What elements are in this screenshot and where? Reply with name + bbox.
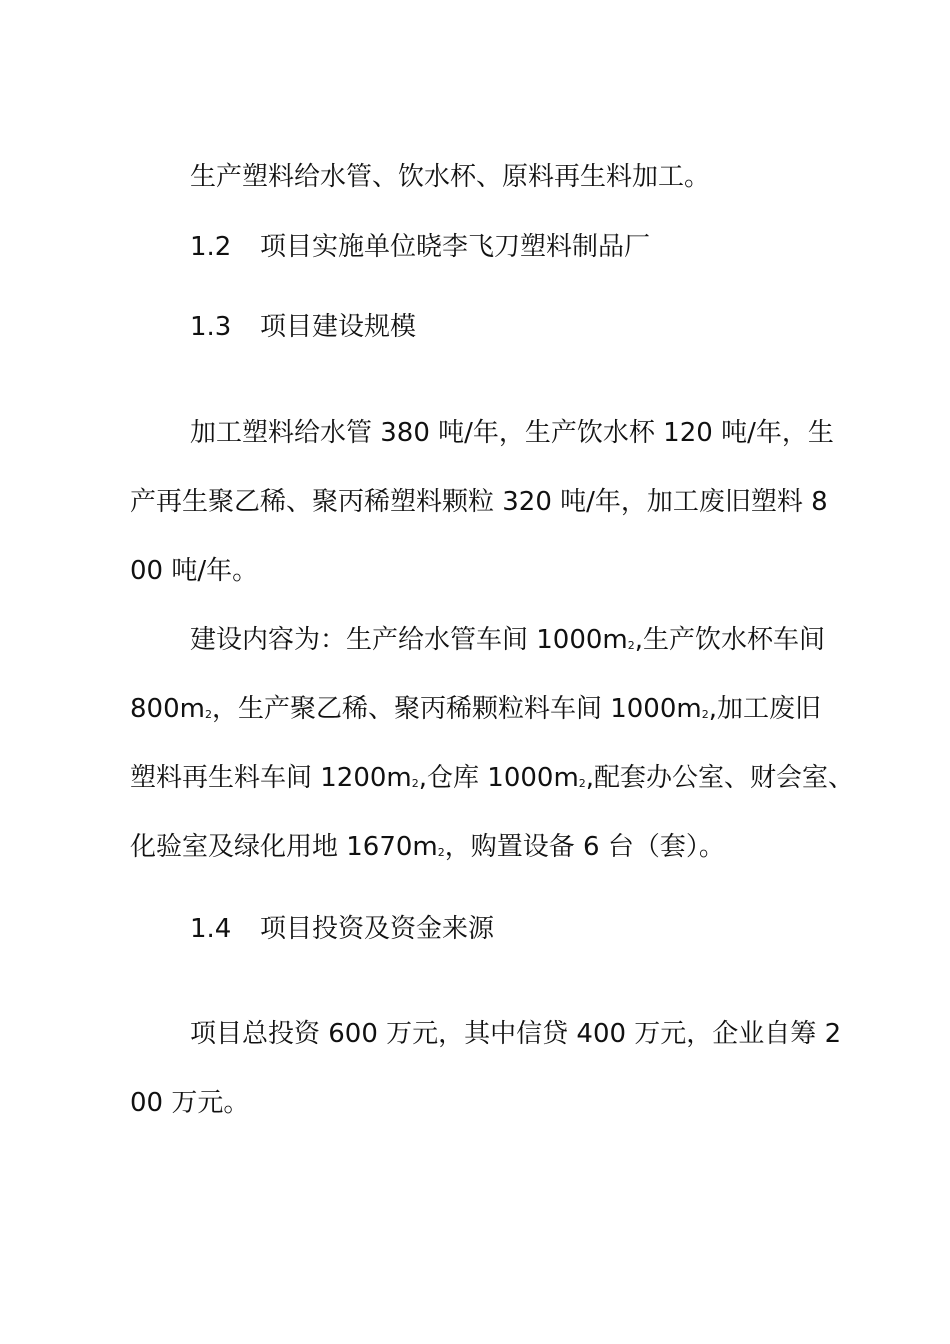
section-1-2-heading (190, 230, 650, 264)
paragraph-content-line-4: 化验室及绿化用地 $1670m_2$，购置设备 6 台（套）。 (130, 832, 725, 862)
section-number: 1.4 (190, 914, 232, 944)
paragraph-scale-line-1: 加工塑料给水管 380 吨/年，生产饮水杯 120 吨/年，生 (190, 418, 834, 448)
paragraph-investment-line-2: 00 万元。 (130, 1088, 250, 1118)
section-title: 项目实施单位晓李飞刀塑料制品厂 (260, 232, 651, 262)
paragraph-content-line-1: 建设内容为：生产给水管车间 $1000m_2$,生产饮水杯车间 (190, 625, 826, 655)
section-number: 1.3 (190, 312, 232, 342)
paragraph-content-line-3: 塑料再生料车间 $1200m_2$,仓库 $1000m_2$,配套办公室、财会室、 (130, 763, 855, 793)
paragraph-investment-line-1: 项目总投资 600 万元，其中信贷 400 万元，企业自筹 2 (190, 1019, 842, 1049)
section-number: 1.2 (190, 232, 232, 262)
paragraph-content-line-2: $800m_2$，生产聚乙稀、聚丙稀颗粒料车间 $1000m_2$,加工废旧 (130, 694, 821, 724)
section-1-4-heading (190, 912, 494, 946)
section-title: 项目投资及资金来源 (260, 914, 495, 944)
paragraph-scale-line-3: 00 吨/年。 (130, 556, 259, 586)
intro-line: 生产塑料给水管、饮水杯、原料再生料加工。 (190, 162, 711, 192)
paragraph-scale-line-2: 产再生聚乙稀、聚丙稀塑料颗粒 320 吨/年，加工废旧塑料 8 (130, 487, 828, 517)
section-title: 项目建设规模 (260, 312, 417, 342)
section-1-3-heading (190, 310, 416, 344)
